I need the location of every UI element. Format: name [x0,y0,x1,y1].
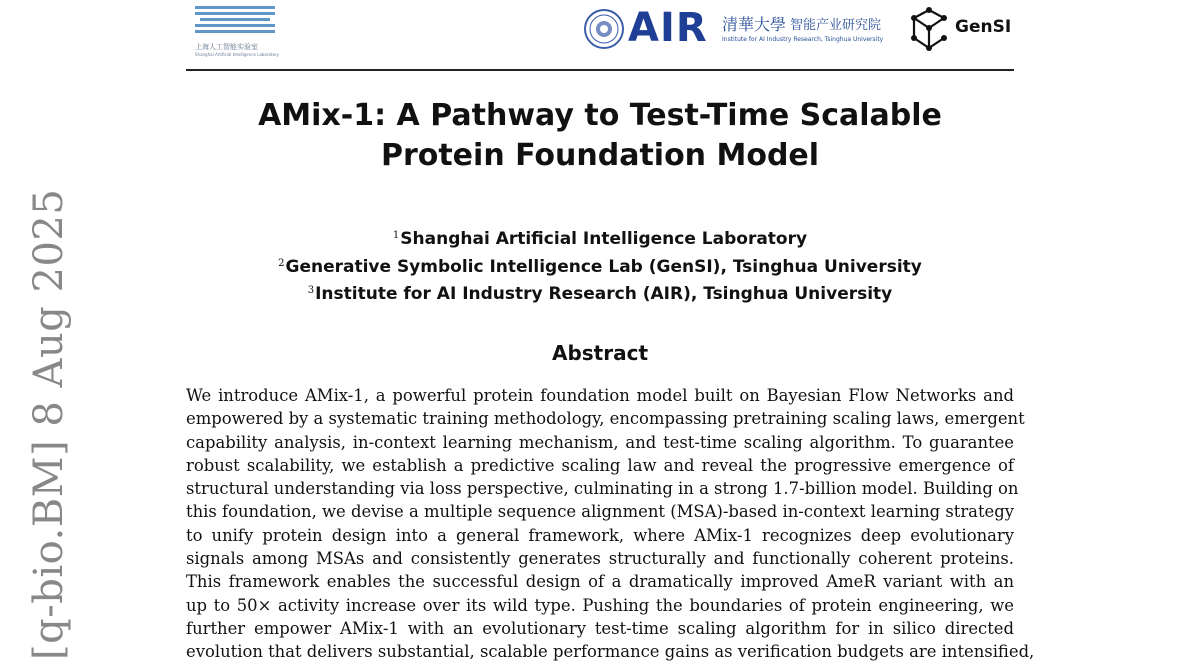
air-cn-institute: 智能产业研究院 [790,18,882,33]
arxiv-stamp: [q-bio.BM] 8 Aug 2025 [26,188,72,660]
abstract-line: structural understanding via loss perspective, culminating in a strong 1.7-billion model. Building on [186,479,1019,499]
abstract-line: signals among MSAs and consistently generates structurally and functionally coherent proteins. [186,549,1014,569]
affiliation-2: $^2$Generative Symbolic Intelligence Lab (GenSI), Tsinghua University [278,256,922,277]
abstract-line: We introduce AMix-1, a powerful protein foundation model built on Bayesian Flow Networks and [186,386,1014,405]
abstract-line: capability analysis, in-context learning mechanism, and test-time scaling algorithm. To guarantee [186,432,1014,452]
affiliation-1: $^1$Shanghai Artificial Intelligence Laboratory [392,229,808,249]
abstract-line: to unify protein design into a general framework, where AMix-1 recognizes deep evolutionary [186,525,1014,545]
title-line-2: Protein Foundation Model [380,138,820,173]
air-cn-university: 清華大學 [722,15,787,34]
abstract-line: evolution that delivers substantial, scalable performance gains as verification budgets are intensified, [186,642,1035,662]
abstract-line: up to 50× activity increase over its wild type. Pushing the boundaries of protein engineering, we [186,595,1014,615]
air-en-text: Institute for AI Industry Research, Tsinghua University [722,36,884,43]
lab-logo-text: 上海人工智能实验室 [195,43,258,51]
abstract-line: This framework enables the successful design of a dramatically improved AmeR variant with an [186,572,1014,592]
affiliations [186,224,1014,307]
abstract-line: empowered by a systematic training methodology, encompassing pretraining scaling laws, emergent [186,409,1025,429]
tsinghua-seal-icon [584,9,624,49]
abstract-line: this foundation, we devise a multiple sequence alignment (MSA)-based in-context learning strategy [186,502,1014,522]
affiliation-3: $^3$Institute for AI Industry Research (AIR), Tsinghua University [307,284,893,304]
air-logo: AIR [628,5,708,51]
abstract-heading: Abstract [551,341,649,365]
abstract-line: robust scalability, we establish a predictive scaling law and reveal the progressive emergence of [186,455,1014,475]
title-line-1: AMix-1: A Pathway to Test-Time Scalable [258,98,942,133]
header-divider [186,69,1014,71]
abstract-line: further empower AMix-1 with an evolutionary test-time scaling algorithm for in silico directed [186,618,1014,638]
paper-title [186,96,1014,176]
abstract-body [186,384,1035,662]
shanghai-ai-lab-logo [195,6,280,57]
lab-logo-subtext: Shanghai Artificial Intelligence Laboratory [195,52,280,57]
lab-logo-mark [195,6,275,36]
gensi-logo: GenSI [955,17,1012,37]
gensi-network-icon [908,6,950,52]
